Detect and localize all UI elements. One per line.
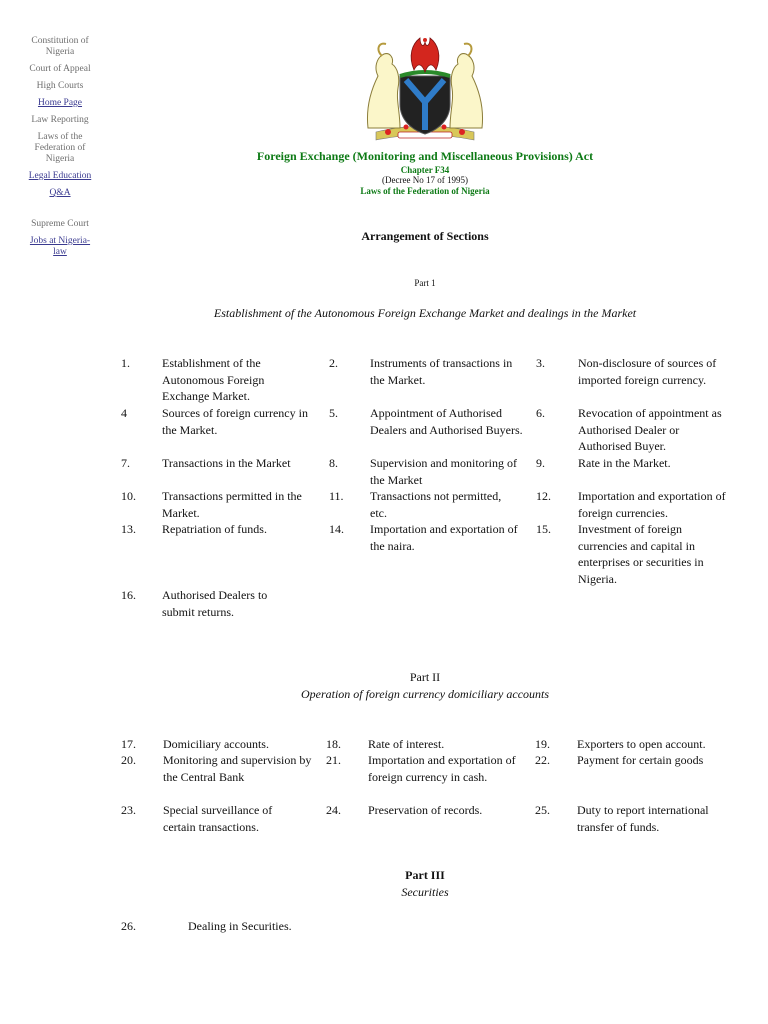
section-title[interactable]: Dealing in Securities. [188,919,292,933]
part-2-subtitle: Operation of foreign currency domiciliary accounts [300,687,550,701]
section-number: 16. [121,588,136,602]
section-number: 4 [121,406,127,420]
section-title[interactable]: Special surveillance of certain transactions. [163,803,273,834]
arrangement-heading: Arrangement of Sections [361,229,489,243]
section-title[interactable]: Authorised Dealers to submit returns. [162,588,268,619]
section-title[interactable]: Establishment of the Autonomous Foreign Exchange Market. [162,356,265,403]
section-title[interactable]: Sources of foreign currency in the Market. [162,406,308,437]
laws-label: Laws of the Federation of Nigeria [360,186,490,196]
part-2-label: Part II [409,670,441,684]
section-number: 1. [121,356,130,370]
section-title[interactable]: Investment of foreign currencies and capital in enterprises or securities in Nigeria. [578,522,704,586]
sidebar-item-supreme-court[interactable]: Supreme Court [31,219,89,229]
section-title[interactable]: Transactions not permitted, etc. [370,489,502,520]
section-title[interactable]: Importation and exportation of foreign currencies. [578,489,726,520]
sidebar-item-laws-of-federation[interactable]: Laws of the Federation of Nigeria [34,132,86,164]
section-title[interactable]: Importation and exportation of the naira. [370,522,518,553]
section-number: 24. [326,803,341,817]
sidebar-item-qa[interactable]: Q&A [49,188,71,198]
sidebar-spacer [26,205,94,219]
section-number: 15. [536,522,551,536]
section-title[interactable]: Revocation of appointment as Authorised Dealer or Authorised Buyer. [578,406,722,453]
section-title[interactable]: Preservation of records. [368,803,483,817]
section-number: 22. [535,753,550,767]
section-number: 20. [121,753,136,767]
sidebar-nav [26,36,94,264]
section-number: 21. [326,753,341,767]
section-number: 18. [326,737,341,751]
section-number: 6. [536,406,545,420]
section-title[interactable]: Supervision and monitoring of the Market [370,456,517,487]
coat-of-arms-icon [358,32,492,148]
part-1-subtitle: Establishment of the Autonomous Foreign Exchange Market and dealings in the Market [213,306,637,320]
section-number: 12. [536,489,551,503]
section-title[interactable]: Rate in the Market. [578,456,671,470]
section-title[interactable]: Rate of interest. [368,737,445,751]
section-number: 2. [329,356,338,370]
section-title[interactable]: Repatriation of funds. [162,522,267,536]
section-number: 19. [535,737,550,751]
section-number: 13. [121,522,136,536]
part-3-label: Part III [405,868,445,882]
section-title[interactable]: Exporters to open account. [577,737,706,751]
section-number: 7. [121,456,130,470]
section-number: 23. [121,803,136,817]
sidebar-item-home-page[interactable]: Home Page [37,98,83,108]
chapter-label: Chapter F34 [400,165,450,175]
section-title[interactable]: Appointment of Authorised Dealers and Authorised Buyers. [370,406,523,437]
sidebar-item-high-courts[interactable]: High Courts [36,81,84,91]
section-number: 3. [536,356,545,370]
part-3-subtitle: Securities [401,885,449,899]
section-title[interactable]: Payment for certain goods [577,753,704,767]
section-number: 25. [535,803,550,817]
section-title[interactable]: Duty to report international transfer of funds. [577,803,709,834]
section-number: 9. [536,456,545,470]
part-1-label: Part 1 [414,278,436,288]
section-title[interactable]: Importation and exportation of foreign currency in cash. [368,753,516,784]
section-title[interactable]: Transactions in the Market [162,456,291,470]
decree-label: (Decree No 17 of 1995) [382,175,468,185]
sidebar-item-jobs[interactable]: Jobs at Nigeria-law [29,236,91,257]
sidebar-item-legal-education[interactable]: Legal Education [28,171,92,181]
section-number: 17. [121,737,136,751]
act-title: Foreign Exchange (Monitoring and Miscellaneous Provisions) Act [256,149,594,163]
section-number: 10. [121,489,136,503]
section-title[interactable]: Non-disclosure of sources of imported foreign currency. [578,356,717,387]
sidebar-item-court-of-appeal[interactable]: Court of Appeal [29,64,91,74]
sidebar-item-law-reporting[interactable]: Law Reporting [31,115,89,125]
section-number: 14. [329,522,344,536]
section-title[interactable]: Domiciliary accounts. [163,737,269,751]
section-number: 5. [329,406,338,420]
section-title[interactable]: Monitoring and supervision by the Central Bank [163,753,312,784]
section-number: 11. [329,489,344,503]
sidebar-item-constitution[interactable]: Constitution of Nigeria [31,36,89,57]
section-title[interactable]: Instruments of transactions in the Market. [370,356,513,387]
section-title[interactable]: Transactions permitted in the Market. [162,489,302,520]
section-number: 8. [329,456,338,470]
section-number: 26. [121,919,136,933]
